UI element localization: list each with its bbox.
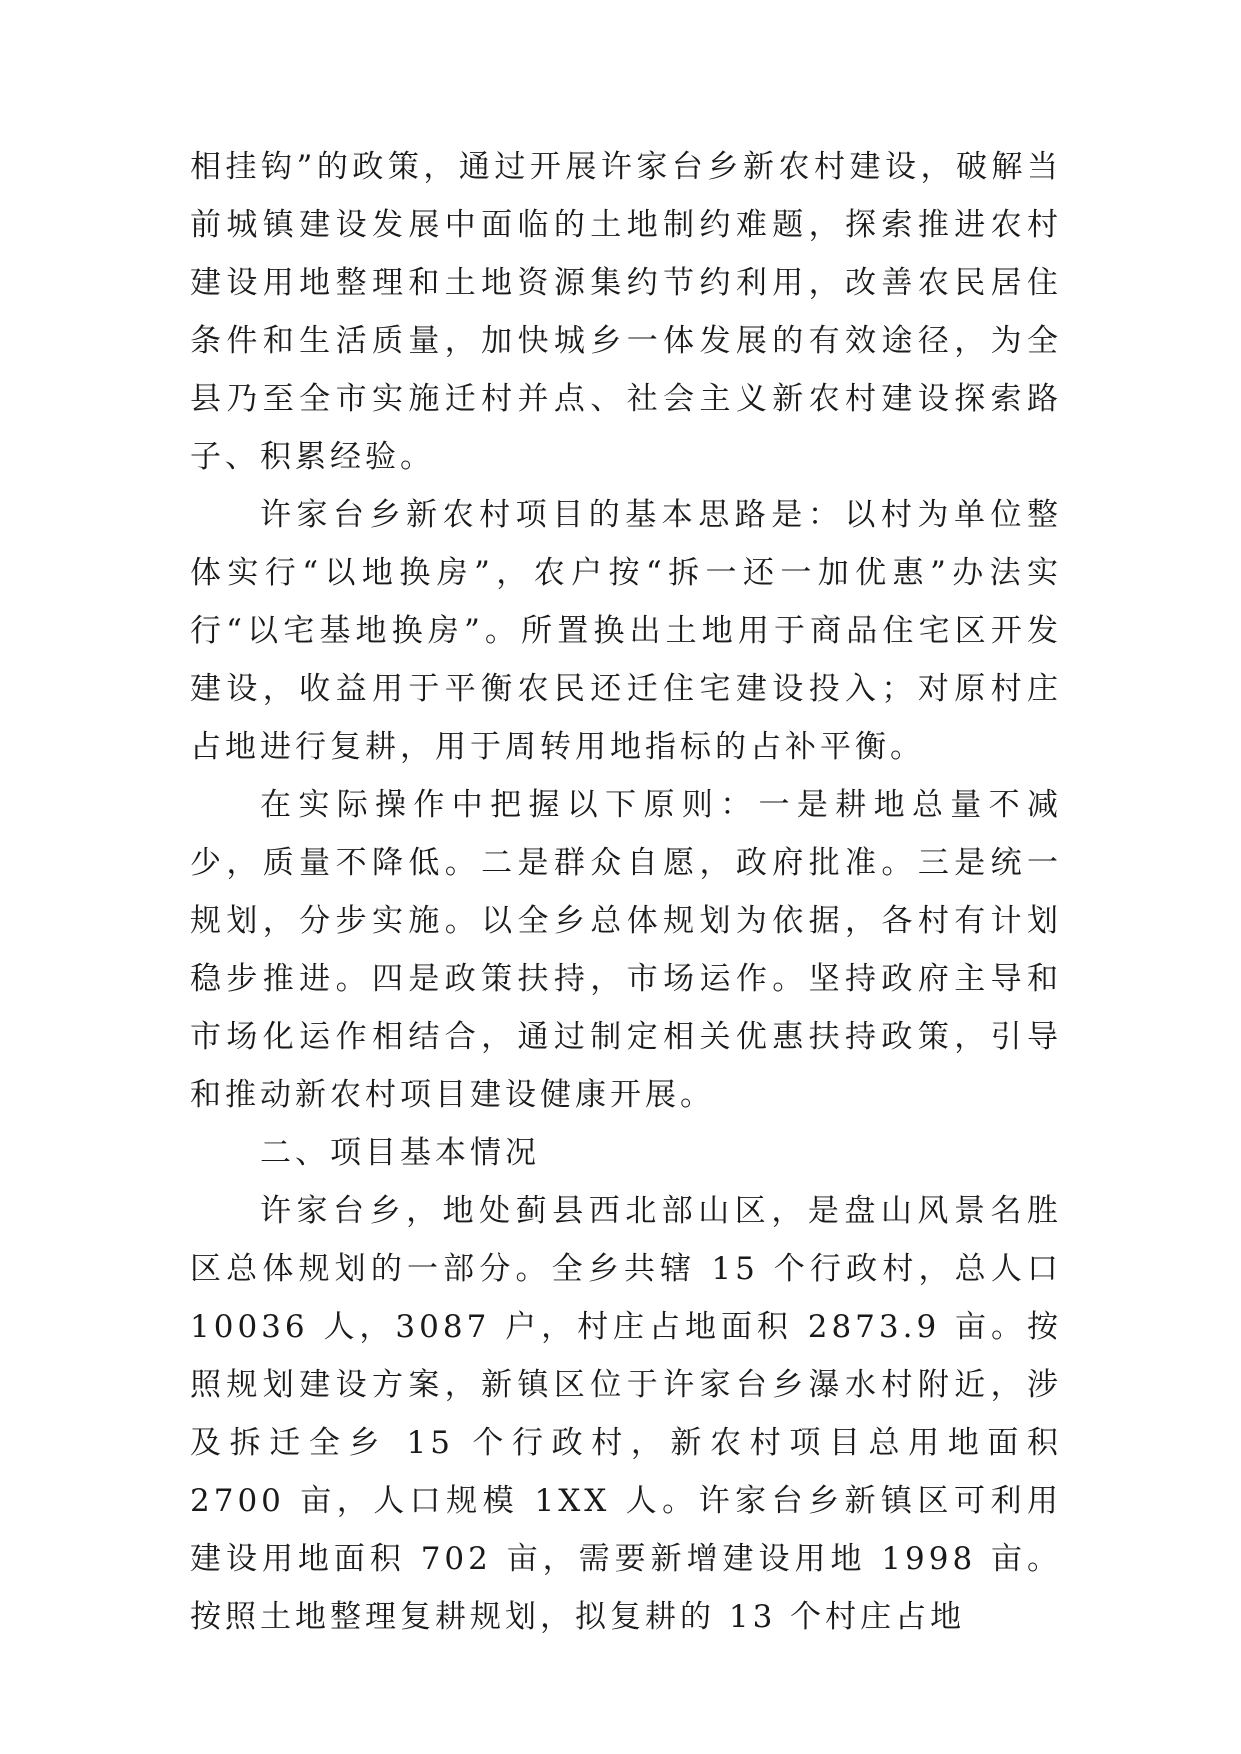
paragraph-principles: 在实际操作中把握以下原则：一是耕地总量不减少，质量不降低。二是群众自愿，政府批准。三是统一规划，分步实施。以全乡总体规划为依据，各村有计划稳步推进。四是政策扶持，市场运作。坚持政府主导和市场化运作相结合，通过制定相关优惠扶持政策，引导和推动新农村项目建设健康开展。 bbox=[190, 787, 1062, 1113]
paragraph-basic-approach: 许家台乡新农村项目的基本思路是：以村为单位整体实行“以地换房”，农户按“拆一还一加优惠”办法实行“以宅基地换房”。所置换出土地用于商品住宅区开发建设，收益用于平衡农民还迁住宅建设投入；对原村庄占地进行复耕，用于周转用地指标的占补平衡。 bbox=[190, 497, 1062, 765]
section-heading-project-basics: 二、项目基本情况 bbox=[260, 1135, 540, 1171]
paragraph-policy-continuation: 相挂钩”的政策，通过开展许家台乡新农村建设，破解当前城镇建设发展中面临的土地制约难题，探索推进农村建设用地整理和土地资源集约节约利用，改善农民居住条件和生活质量，加快城乡一体发展的有效途径，为全县乃至全市实施迁村并点、社会主义新农村建设探索路子、积累经验。 bbox=[190, 149, 1062, 475]
paragraph-project-situation: 许家台乡，地处蓟县西北部山区，是盘山风景名胜区总体规划的一部分。全乡共辖 15 个行政村，总人口 10036 人，3087 户，村庄占地面积 2873.9 亩。按照规划建设方案，新镇区位于许家台乡瀑水村附近，涉及拆迁全乡 15 个行政村，新农村项目总用地面积 2700 亩，人口规模 1XX 人。许家台乡新镇区可利用建设用地面积 702 亩，需要新增建设用地 1998 亩。按照土地整理复耕规划，拟复耕的 13 个村庄占地 bbox=[190, 1193, 1062, 1635]
document-page bbox=[190, 138, 1062, 1646]
